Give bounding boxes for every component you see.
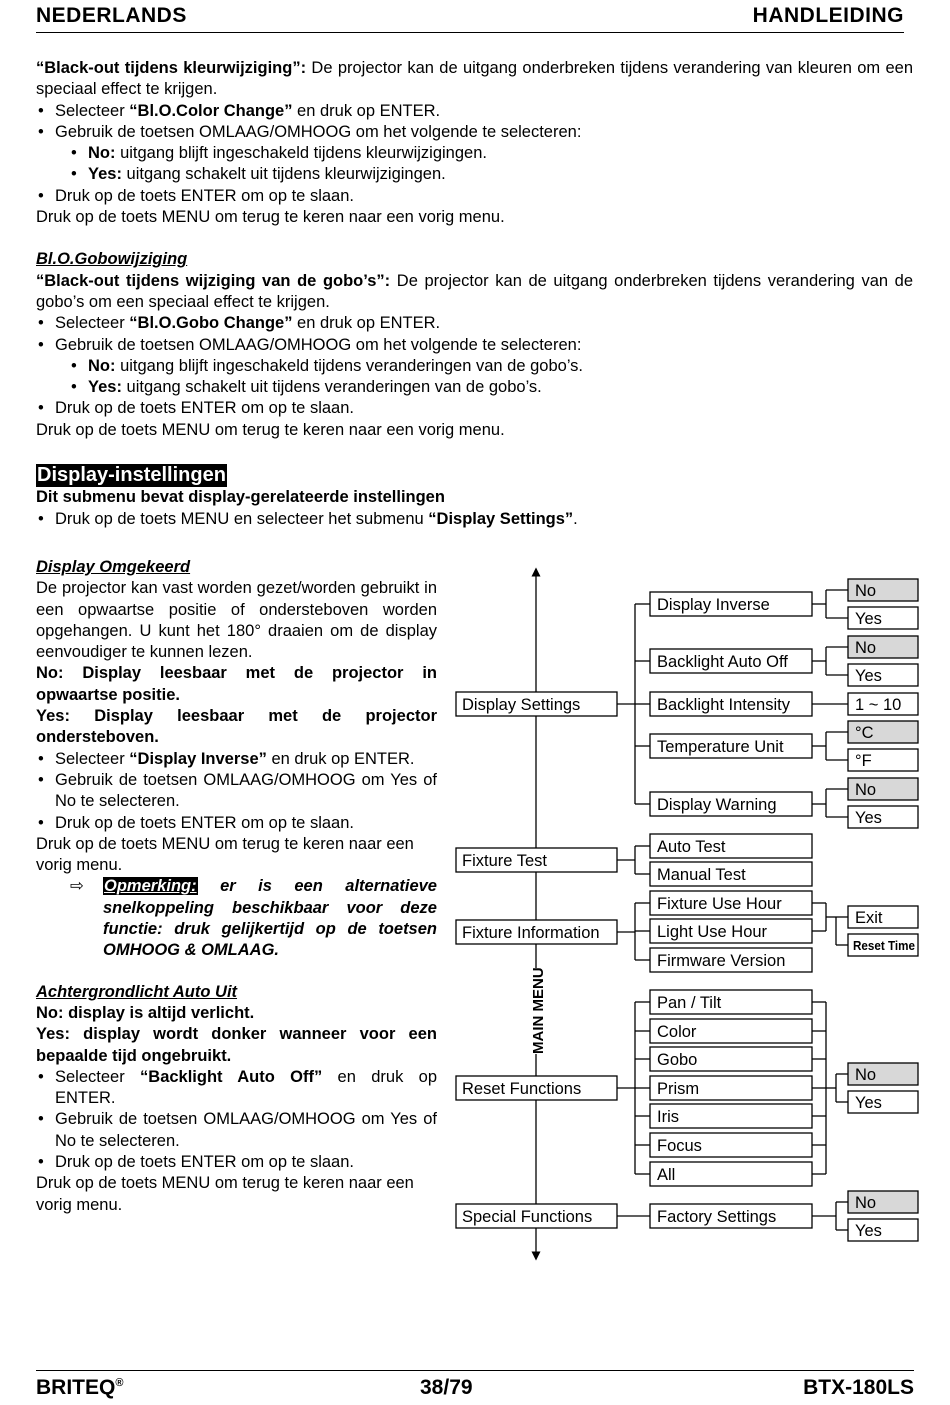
menu-item-display-settings: [456, 692, 617, 716]
svg-text:Pan / Tilt: Pan / Tilt: [657, 994, 722, 1012]
blackout-color-intro: “Black-out tijdens kleurwijziging”: De projector kan de uitgang onderbreken tijdens verandering van kleuren om een speciaal effect te krijgen.: [36, 59, 914, 99]
svg-text:Yes: Yes: [855, 610, 882, 628]
submenu-item-manual-test: [650, 862, 812, 886]
list-item: • Selecteer “Bl.O.Gobo Change” en druk op ENTER.: [36, 313, 913, 334]
list-item: • Gebruik de toetsen OMLAAG/OMHOOG om het volgende te selecteren:: [36, 335, 913, 356]
list-item: • No: uitgang blijft ingeschakeld tijdens kleurwijzigingen.: [69, 143, 913, 164]
option-fahrenheit: [848, 749, 918, 771]
svg-text:Yes: Yes: [855, 1094, 882, 1112]
list-item: • Gebruik de toetsen OMLAAG/OMHOOG om Yes of No te selecteren.: [36, 770, 437, 813]
option-no: [848, 1191, 918, 1213]
menu-item-fixture-information: [456, 920, 617, 944]
main-menu-label: MAIN MENU: [530, 967, 547, 1054]
list-item: • Druk op de toets ENTER om op te slaan.: [36, 186, 913, 207]
svg-text:No: No: [855, 582, 877, 600]
submenu-item-auto-test: [650, 834, 812, 858]
svg-text:Prism: Prism: [657, 1080, 700, 1098]
svg-text:Firmware Version: Firmware Version: [657, 952, 786, 970]
svg-text:Color: Color: [657, 1023, 697, 1041]
list-item: • Gebruik de toetsen OMLAAG/OMHOOG om het volgende te selecteren:: [36, 122, 913, 143]
blackout-gobo-intro: “Black-out tijdens wijziging van de gobo’s”: De projector kan de uitgang onderbreken tijdens verandering van de gobo’s om een speciaal effect te krijgen.: [36, 271, 914, 311]
submenu-item-backlight-intensity: [650, 692, 812, 716]
submenu-item-gobo: [650, 1047, 812, 1071]
submenu-item-fixture-use-hour: [650, 891, 812, 915]
section-subtitle: Dit submenu bevat display-gerelateerde instellingen: [36, 488, 445, 507]
option-yes: [848, 607, 918, 629]
svg-text:No: No: [855, 781, 877, 799]
option-no: [848, 579, 918, 601]
section-heading: Display-instellingen: [37, 464, 226, 487]
header-title: HANDLEIDING: [752, 4, 904, 27]
submenu-item-all: [650, 1162, 812, 1186]
svg-text:Display Warning: Display Warning: [657, 796, 777, 814]
list-item: • Yes: uitgang schakelt uit tijdens veranderingen van de gobo’s.: [69, 377, 913, 398]
svg-text:Light Use Hour: Light Use Hour: [657, 923, 768, 941]
backlight-yes: Yes: display wordt donker wanneer voor een bepaalde tijd ongebruikt.: [36, 1025, 437, 1065]
option-no: [848, 778, 918, 800]
list-item: • Druk op de toets ENTER om op te slaan.: [36, 398, 913, 419]
svg-text:Special Functions: Special Functions: [462, 1208, 593, 1226]
submenu-item-pan-tilt: [650, 990, 812, 1014]
note: ⇨ Opmerking: er is een alternatieve snelkoppeling beschikbaar voor deze functie: druk gelijkertijd op de toetsen OMHOOG & OMLAAG.: [70, 877, 437, 960]
list-item: • Selecteer “Display Inverse” en druk op ENTER.: [36, 749, 437, 770]
svg-text:Backlight Auto Off: Backlight Auto Off: [657, 653, 788, 671]
menu-return: Druk op de toets MENU om terug te keren naar een vorig menu.: [36, 1174, 414, 1214]
submenu-item-firmware-version: [650, 948, 812, 972]
menu-return: Druk op de toets MENU om terug te keren naar een vorig menu.: [36, 208, 505, 227]
submenu-item-backlight-auto-off: [650, 649, 812, 673]
svg-text:Manual Test: Manual Test: [657, 866, 746, 884]
list-item: • Druk op de toets MENU en selecteer het submenu “Display Settings”.: [36, 509, 913, 530]
backlight-no: No: display is altijd verlicht.: [36, 1003, 255, 1022]
option-yes: [848, 664, 918, 686]
option-yes: [848, 806, 918, 828]
option-yes: [848, 1219, 918, 1241]
header-language: NEDERLANDS: [36, 4, 187, 27]
list-item: • Selecteer “Backlight Auto Off” en druk op ENTER.: [36, 1067, 437, 1110]
option-exit: [848, 906, 918, 928]
svg-text:Auto Test: Auto Test: [657, 838, 726, 856]
list-item: • Gebruik de toetsen OMLAAG/OMHOOG om Yes of No te selecteren.: [36, 1109, 437, 1152]
submenu-item-light-use-hour: [650, 919, 812, 943]
option-boxes: [848, 579, 918, 1241]
list-item: • No: uitgang blijft ingeschakeld tijdens veranderingen van de gobo’s.: [69, 356, 913, 377]
section-title: Bl.O.Gobowijziging: [36, 250, 188, 269]
menu-item-special-functions: [456, 1204, 617, 1228]
submenu-item-prism: [650, 1076, 812, 1100]
svg-text:All: All: [657, 1166, 676, 1184]
svg-text:Fixture Use Hour: Fixture Use Hour: [657, 895, 782, 913]
svg-text:Factory Settings: Factory Settings: [657, 1208, 777, 1226]
svg-text:Yes: Yes: [855, 809, 882, 827]
svg-text:Yes: Yes: [855, 1222, 882, 1240]
display-inverse-no: No: Display leesbaar met de projector in opwaartse positie.: [36, 664, 437, 704]
list-item: • Druk op de toets ENTER om op te slaan.: [36, 813, 437, 834]
svg-text:°C: °C: [855, 724, 874, 742]
option-no: [848, 1063, 918, 1085]
list-item: • Selecteer “Bl.O.Color Change” en druk op ENTER.: [36, 101, 913, 122]
svg-text:Backlight Intensity: Backlight Intensity: [657, 696, 790, 714]
svg-text:Exit: Exit: [855, 909, 883, 927]
option-celsius: [848, 721, 918, 743]
svg-text:Temperature Unit: Temperature Unit: [657, 738, 784, 756]
option-no: [848, 636, 918, 658]
footer-model: BTX-180LS: [803, 1376, 914, 1399]
option-reset-time: [848, 934, 918, 956]
submenu-items: [650, 592, 812, 1228]
menu-return: Druk op de toets MENU om terug te keren naar een vorig menu.: [36, 834, 414, 875]
section-title: Achtergrondlicht Auto Uit: [36, 982, 238, 1001]
menu-item-reset-functions: [456, 1076, 617, 1100]
list-item: • Yes: uitgang schakelt uit tijdens kleurwijzigingen.: [69, 164, 913, 185]
menu-return: Druk op de toets MENU om terug te keren naar een vorig menu.: [36, 420, 505, 439]
submenu-item-display-warning: [650, 792, 812, 816]
submenu-item-display-inverse: [650, 592, 812, 616]
svg-text:°F: °F: [855, 752, 872, 770]
svg-text:No: No: [855, 1194, 877, 1212]
svg-text:Gobo: Gobo: [657, 1051, 698, 1069]
svg-text:Display Inverse: Display Inverse: [657, 596, 770, 614]
svg-text:Reset Time: Reset Time: [853, 938, 915, 953]
submenu-item-temperature-unit: [650, 734, 812, 758]
section-title: Display Omgekeerd: [36, 558, 191, 576]
svg-text:Iris: Iris: [657, 1108, 679, 1126]
svg-text:Reset Functions: Reset Functions: [462, 1080, 582, 1098]
svg-text:No: No: [855, 1066, 877, 1084]
svg-text:Fixture Information: Fixture Information: [462, 924, 600, 942]
note-label: Opmerking:: [104, 877, 197, 896]
footer-brand: BRITEQ®: [36, 1376, 124, 1399]
submenu-item-color: [650, 1019, 812, 1043]
svg-text:Fixture Test: Fixture Test: [462, 852, 547, 870]
submenu-item-iris: [650, 1104, 812, 1128]
display-inverse-yes: Yes: Display leesbaar met de projector ondersteboven.: [36, 707, 437, 747]
submenu-item-factory-settings: [650, 1204, 812, 1228]
display-inverse-intro: De projector kan vast worden gezet/worden gebruikt in een opwaartse positie of ondersteboven worden opgehangen. U kunt het 180° draaien om de display eenvoudiger te kunnen lezen.: [36, 579, 437, 662]
arrow-icon: ⇨: [70, 877, 84, 896]
svg-text:No: No: [855, 639, 877, 657]
submenu-item-focus: [650, 1133, 812, 1157]
option-range: [848, 693, 918, 715]
svg-text:Yes: Yes: [855, 667, 882, 685]
svg-text:Focus: Focus: [657, 1137, 702, 1155]
svg-text:1 ~ 10: 1 ~ 10: [855, 696, 902, 714]
list-item: • Druk op de toets ENTER om op te slaan.: [36, 1152, 437, 1173]
page-footer: [36, 1370, 914, 1405]
page-number: 38/79: [420, 1376, 473, 1399]
svg-text:Display Settings: Display Settings: [462, 696, 581, 714]
menu-item-fixture-test: [456, 848, 617, 872]
option-yes: [848, 1091, 918, 1113]
